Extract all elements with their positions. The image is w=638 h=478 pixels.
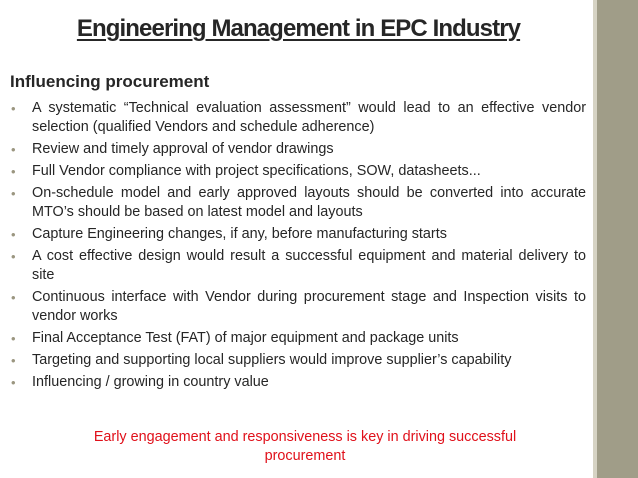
bullet-item	[10, 99, 586, 137]
side-band	[597, 0, 638, 478]
bullet-item	[10, 184, 586, 222]
bullet-text: Final Acceptance Test (FAT) of major equipment and package units	[32, 330, 459, 346]
bullet-item	[10, 351, 586, 370]
bullet-item	[10, 373, 586, 392]
bullet-item	[10, 140, 586, 159]
bullet-marker: •	[11, 331, 16, 346]
bullet-text: Targeting and supporting local suppliers would improve supplier’s capability	[32, 352, 512, 368]
bullet-marker: •	[11, 101, 16, 116]
bullet-item	[10, 225, 586, 244]
bullet-marker: •	[11, 142, 16, 157]
bullet-marker: •	[11, 375, 16, 390]
bullet-marker: •	[11, 186, 16, 201]
bullet-text: A systematic “Technical evaluation assessment” would lead to an effective vendor selection (qualified Vendors and schedule adherence)	[32, 100, 586, 135]
bullet-marker: •	[11, 249, 16, 264]
bullet-item	[10, 288, 586, 326]
bullet-text: Continuous interface with Vendor during procurement stage and Inspection visits to vendor works	[32, 289, 586, 324]
bullet-text: On-schedule model and early approved layouts should be converted into accurate MTO’s should be based on latest model and layouts	[32, 185, 586, 220]
bullet-list	[10, 99, 586, 395]
bullet-text: A cost effective design would result a successful equipment and material delivery to site	[32, 248, 586, 283]
bullet-marker: •	[11, 290, 16, 305]
bullet-item	[10, 162, 586, 181]
slide-title: Engineering Management in EPC Industry	[76, 15, 521, 42]
bullet-marker: •	[11, 353, 16, 368]
bullet-item	[10, 329, 586, 348]
bullet-item	[10, 247, 586, 285]
key-message: Early engagement and responsiveness is key in driving successful procurement	[93, 429, 517, 464]
bullet-marker: •	[11, 227, 16, 242]
bullet-marker: •	[11, 164, 16, 179]
bullet-text: Full Vendor compliance with project specifications, SOW, datasheets...	[32, 163, 481, 179]
bullet-text: Influencing / growing in country value	[32, 374, 269, 390]
bullet-text: Review and timely approval of vendor drawings	[32, 141, 334, 157]
bullet-text: Capture Engineering changes, if any, before manufacturing starts	[32, 226, 447, 242]
section-heading: Influencing procurement	[10, 72, 210, 91]
